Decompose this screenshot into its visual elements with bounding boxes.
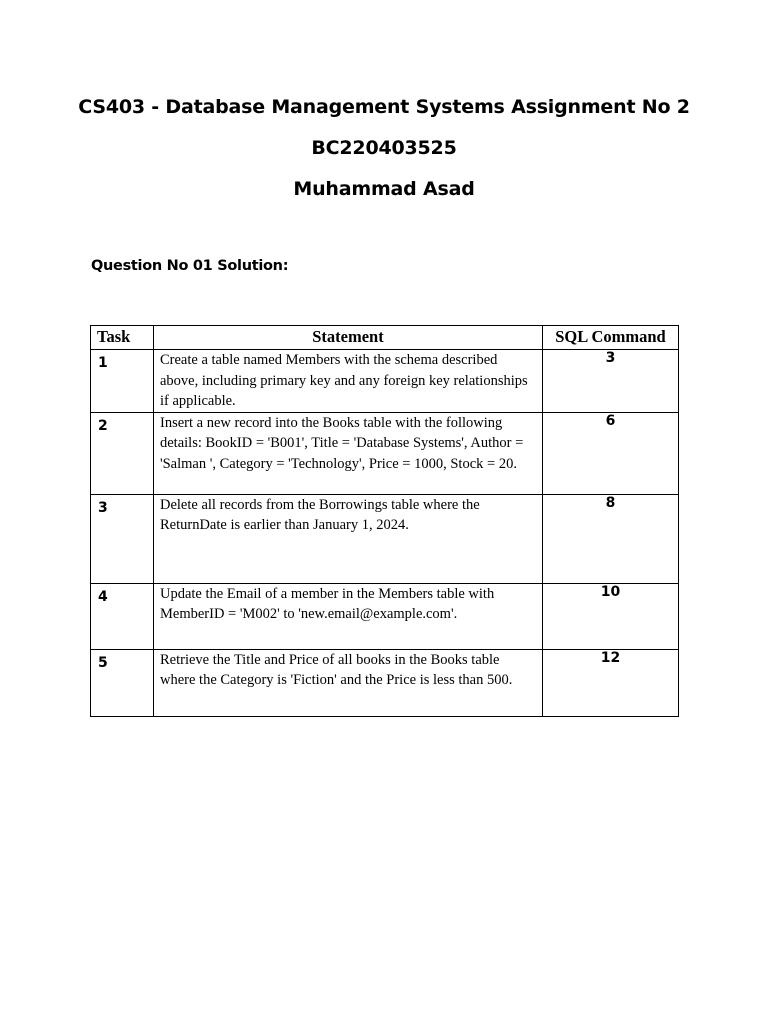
table-row <box>91 494 679 583</box>
task-statement: Update the Email of a member in the Members table with MemberID = 'M002' to 'new.email@example.com'. <box>154 583 543 649</box>
sql-command: 6 <box>543 412 679 494</box>
task-number: 2 <box>91 412 154 494</box>
sql-command: 8 <box>543 494 679 583</box>
task-statement: Create a table named Members with the schema described above, including primary key and any foreign key relationships if applicable. <box>154 350 543 413</box>
table-header-row <box>91 326 679 350</box>
sql-command: 10 <box>543 583 679 649</box>
sql-command: 3 <box>543 350 679 413</box>
student-id: BC220403525 <box>311 137 457 159</box>
task-number: 5 <box>91 649 154 716</box>
header-statement: Statement <box>154 326 543 350</box>
table-row <box>91 649 679 716</box>
tasks-table <box>90 325 679 717</box>
task-number: 1 <box>91 350 154 413</box>
task-statement: Insert a new record into the Books table with the following details: BookID = 'B001', Title = 'Database Systems', Author = 'Salman ', Category = 'Technology', Price = 1000, Stock = 20. <box>154 412 543 494</box>
document-title: CS403 - Database Management Systems Assignment No 2 <box>78 96 690 118</box>
table-row <box>91 412 679 494</box>
task-number: 4 <box>91 583 154 649</box>
table-row <box>91 350 679 413</box>
sql-command: 12 <box>543 649 679 716</box>
table-row <box>91 583 679 649</box>
task-number: 3 <box>91 494 154 583</box>
header-sql-command: SQL Command <box>543 326 679 350</box>
student-name: Muhammad Asad <box>293 178 475 200</box>
task-statement: Retrieve the Title and Price of all books in the Books table where the Category is 'Fiction' and the Price is less than 500. <box>154 649 543 716</box>
task-statement: Delete all records from the Borrowings table where the ReturnDate is earlier than January 1, 2024. <box>154 494 543 583</box>
header-task: Task <box>91 326 154 350</box>
question-heading: Question No 01 Solution: <box>91 258 289 274</box>
